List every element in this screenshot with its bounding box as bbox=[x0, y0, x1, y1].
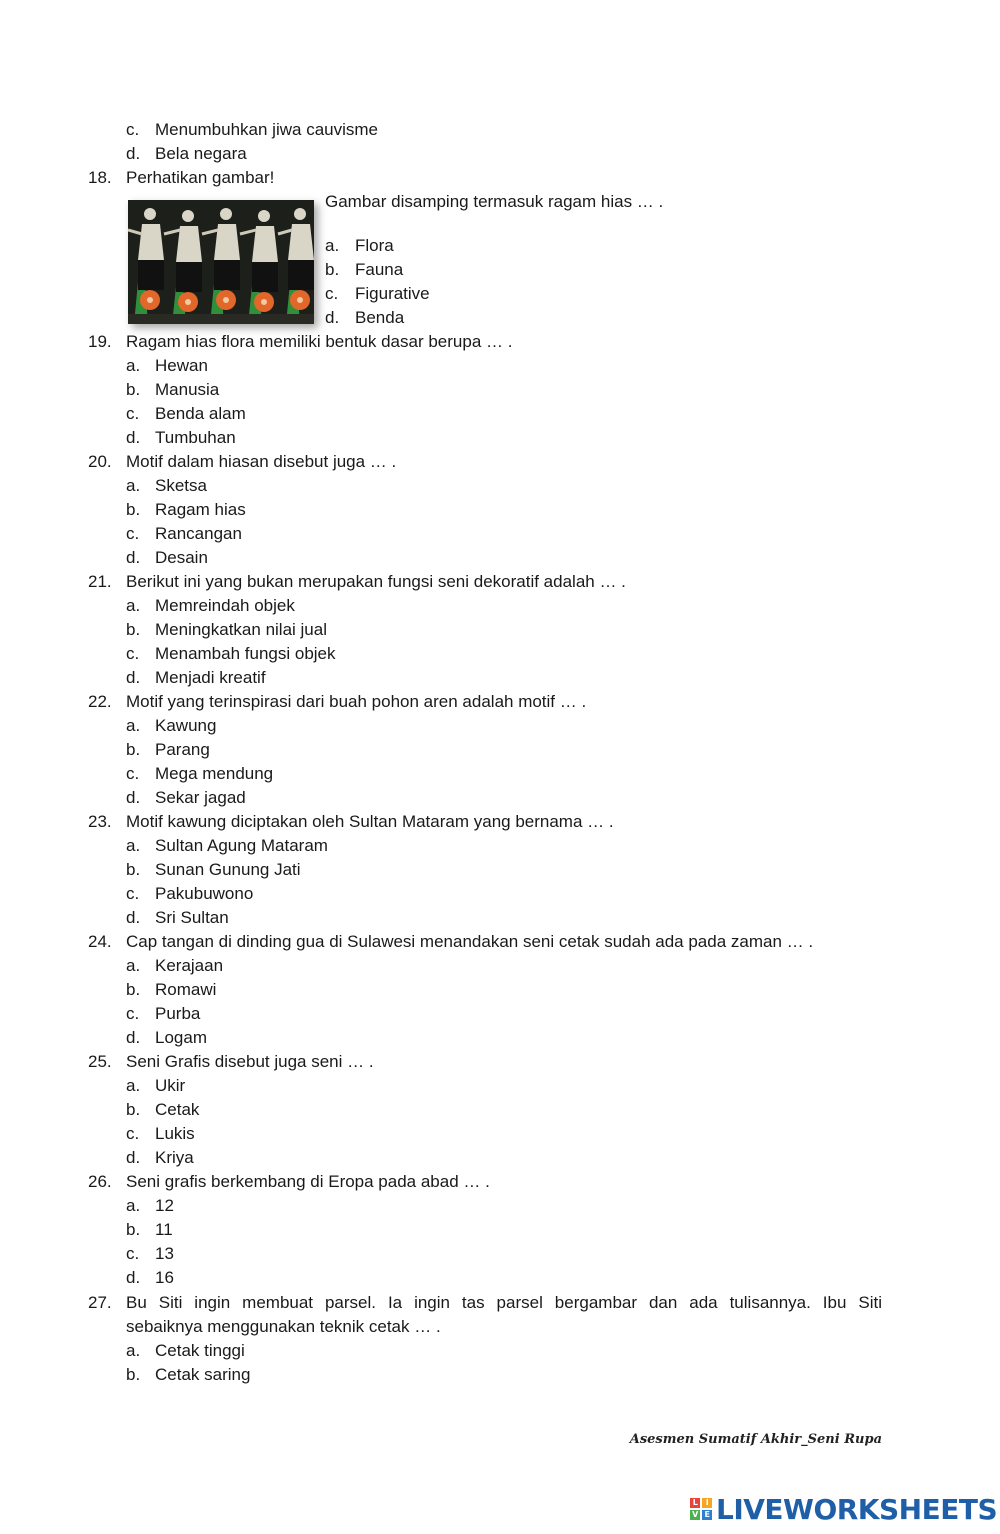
option-text: Sri Sultan bbox=[155, 908, 229, 927]
option-text: Fauna bbox=[355, 260, 404, 279]
option-text: Parang bbox=[155, 740, 210, 759]
option-text: Cetak tinggi bbox=[155, 1341, 245, 1360]
option-text: Sunan Gunung Jati bbox=[155, 860, 301, 879]
option-letter: d. bbox=[126, 908, 141, 927]
option-letter: a. bbox=[126, 1196, 141, 1215]
brand-logo-icon bbox=[690, 1498, 712, 1520]
question-number: 24. bbox=[88, 932, 112, 951]
option-letter: d. bbox=[126, 1028, 141, 1047]
option-letter: a. bbox=[126, 836, 141, 855]
question-text: Perhatikan gambar! bbox=[126, 168, 275, 187]
question-number: 19. bbox=[88, 332, 112, 351]
option-letter: c. bbox=[325, 284, 339, 303]
option-text: Menambah fungsi objek bbox=[155, 644, 336, 663]
option-letter: d. bbox=[126, 788, 141, 807]
option-letter: a. bbox=[126, 716, 141, 735]
option-letter: b. bbox=[126, 620, 141, 639]
question-text: Seni Grafis disebut juga seni … . bbox=[126, 1052, 374, 1071]
option-letter: a. bbox=[325, 236, 340, 255]
option-letter: b. bbox=[126, 500, 141, 519]
option-letter: d. bbox=[126, 144, 141, 163]
option-text: Cetak bbox=[155, 1100, 200, 1119]
option-letter: b. bbox=[126, 1220, 141, 1239]
question-number: 27. bbox=[88, 1293, 112, 1312]
option-text: Pakubuwono bbox=[155, 884, 254, 903]
logo-letter: E bbox=[702, 1510, 712, 1520]
option-text: Figurative bbox=[355, 284, 430, 303]
option-text: Meningkatkan nilai jual bbox=[155, 620, 327, 639]
option-letter: b. bbox=[126, 740, 141, 759]
option-letter: d. bbox=[126, 668, 141, 687]
question-text: Motif kawung diciptakan oleh Sultan Mataram yang bernama … . bbox=[126, 812, 614, 831]
option-text: Purba bbox=[155, 1004, 201, 1023]
question-number: 22. bbox=[88, 692, 112, 711]
question-text: Motif dalam hiasan disebut juga … . bbox=[126, 452, 397, 471]
option-letter: b. bbox=[126, 1100, 141, 1119]
option-letter: a. bbox=[126, 1076, 141, 1095]
option-text: Tumbuhan bbox=[155, 428, 236, 447]
option-letter: b. bbox=[325, 260, 340, 279]
question-text: Motif yang terinspirasi dari buah pohon aren adalah motif … . bbox=[126, 692, 587, 711]
option-letter: d. bbox=[126, 1268, 141, 1287]
brand-text: LIVEWORKSHEETS bbox=[716, 1492, 998, 1526]
question-text: Ragam hias flora memiliki bentuk dasar berupa … . bbox=[126, 332, 513, 351]
option-letter: c. bbox=[126, 524, 140, 543]
question-number: 21. bbox=[88, 572, 112, 591]
liveworksheets-logo[interactable] bbox=[690, 1492, 997, 1526]
option-letter: c. bbox=[126, 1244, 140, 1263]
option-letter: b. bbox=[126, 980, 141, 999]
option-letter: a. bbox=[126, 596, 141, 615]
option-letter: d. bbox=[325, 308, 340, 327]
question-number: 18. bbox=[88, 168, 112, 187]
logo-letter: I bbox=[702, 1498, 712, 1508]
option-text: Kriya bbox=[155, 1148, 194, 1167]
option-text: Sketsa bbox=[155, 476, 207, 495]
option-text: Menumbuhkan jiwa cauvisme bbox=[155, 120, 378, 139]
question-text: Berikut ini yang bukan merupakan fungsi seni dekoratif adalah … . bbox=[126, 572, 626, 591]
footer-caption: Asesmen Sumatif Akhir_Seni Rupa bbox=[629, 1432, 882, 1447]
option-letter: a. bbox=[126, 356, 141, 375]
option-text: Mega mendung bbox=[155, 764, 274, 783]
option-text: Sekar jagad bbox=[155, 788, 246, 807]
question-text: Seni grafis berkembang di Eropa pada abad … . bbox=[126, 1172, 490, 1191]
question-text: Cap tangan di dinding gua di Sulawesi menandakan seni cetak sudah ada pada zaman … . bbox=[126, 932, 814, 951]
option-text: Flora bbox=[355, 236, 394, 255]
logo-letter: L bbox=[690, 1498, 700, 1508]
option-text: Benda alam bbox=[155, 404, 246, 423]
option-text: Ragam hias bbox=[155, 500, 246, 519]
question-number: 26. bbox=[88, 1172, 112, 1191]
option-text: 11 bbox=[155, 1220, 173, 1239]
option-text: Kerajaan bbox=[155, 956, 224, 975]
option-letter: c. bbox=[126, 1124, 140, 1143]
option-text: Hewan bbox=[155, 356, 208, 375]
option-text: Romawi bbox=[155, 980, 217, 999]
question-number: 23. bbox=[88, 812, 112, 831]
option-letter: d. bbox=[126, 1148, 141, 1167]
option-text: Manusia bbox=[155, 380, 220, 399]
option-letter: a. bbox=[126, 956, 141, 975]
option-letter: c. bbox=[126, 1004, 140, 1023]
question-text: Bu Siti ingin membuat parsel. Ia ingin tas parsel bergambar dan ada tulisannya. Ibu Siti bbox=[126, 1293, 882, 1312]
question-number: 20. bbox=[88, 452, 112, 471]
option-letter: c. bbox=[126, 644, 140, 663]
option-text: Bela negara bbox=[155, 144, 247, 163]
question-text: sebaiknya menggunakan teknik cetak … . bbox=[126, 1317, 441, 1336]
option-text: 16 bbox=[155, 1268, 174, 1287]
option-text: Logam bbox=[155, 1028, 207, 1047]
option-text: Benda bbox=[355, 308, 405, 327]
option-letter: a. bbox=[126, 1341, 141, 1360]
option-letter: d. bbox=[126, 428, 141, 447]
option-text: Desain bbox=[155, 548, 208, 567]
logo-letter: V bbox=[690, 1510, 700, 1520]
option-letter: c. bbox=[126, 404, 140, 423]
batik-figurative-image bbox=[128, 200, 314, 324]
option-text: Ukir bbox=[155, 1076, 186, 1095]
question-number: 25. bbox=[88, 1052, 112, 1071]
option-text: Cetak saring bbox=[155, 1365, 251, 1384]
option-letter: b. bbox=[126, 860, 141, 879]
option-text: 12 bbox=[155, 1196, 174, 1215]
option-letter: a. bbox=[126, 476, 141, 495]
option-text: Lukis bbox=[155, 1124, 195, 1143]
option-text: Kawung bbox=[155, 716, 217, 735]
option-letter: c. bbox=[126, 764, 140, 783]
option-text: Sultan Agung Mataram bbox=[155, 836, 328, 855]
option-letter: b. bbox=[126, 1365, 141, 1384]
option-letter: c. bbox=[126, 884, 140, 903]
option-text: Rancangan bbox=[155, 524, 242, 543]
option-letter: c. bbox=[126, 120, 140, 139]
option-text: 13 bbox=[155, 1244, 174, 1263]
image-prompt: Gambar disamping termasuk ragam hias … . bbox=[325, 192, 664, 211]
option-text: Memreindah objek bbox=[155, 596, 295, 615]
option-letter: b. bbox=[126, 380, 141, 399]
option-letter: d. bbox=[126, 548, 141, 567]
option-text: Menjadi kreatif bbox=[155, 668, 266, 687]
